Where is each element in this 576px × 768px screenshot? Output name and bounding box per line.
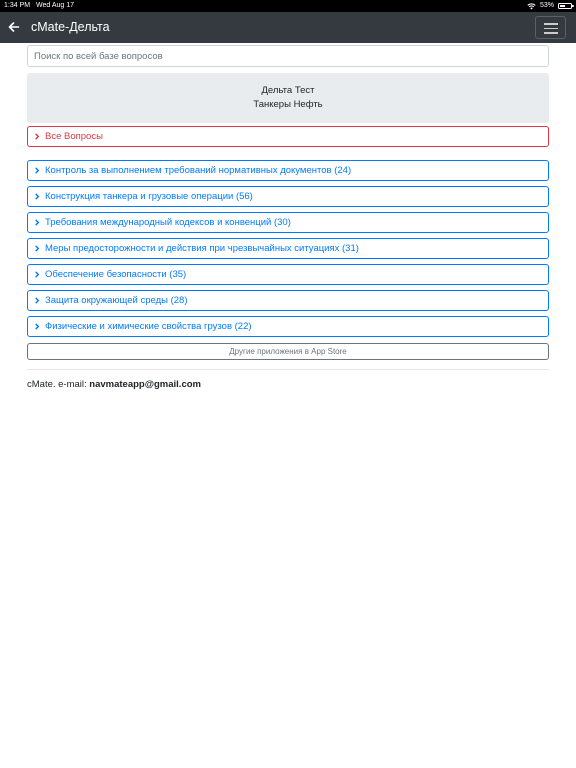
battery-percent: 53% [539,2,554,9]
all-questions-button[interactable] [27,126,549,147]
app-store-button[interactable]: Другие приложения в App Store [27,343,549,360]
category-label: Контроль за выполнением требований нормативных документов (24) [45,165,352,176]
category-item[interactable] [27,238,549,259]
category-label: Физические и химические свойства грузов (22) [45,321,252,332]
chevron-right-icon [34,245,40,252]
navbar [0,12,576,43]
battery-icon [558,3,572,9]
category-label: Конструкция танкера и грузовые операции (56) [45,191,253,202]
all-questions-label: Все Вопросы [45,131,103,142]
footer-contact [27,379,549,390]
footer-email[interactable]: navmateapp@gmail.com [89,379,201,390]
category-list [27,160,549,337]
chevron-right-icon [34,219,40,226]
category-item[interactable] [27,290,549,311]
category-item[interactable] [27,186,549,207]
wifi-icon [527,3,536,10]
footer-prefix: cMate. e-mail: [27,379,90,390]
hamburger-menu-button[interactable] [535,16,566,39]
battery-level [560,5,565,7]
status-date: Wed Aug 17 [36,2,75,9]
search-input[interactable] [27,45,549,67]
status-bar [0,0,576,12]
chevron-right-icon [34,271,40,278]
main-content [27,45,549,390]
arrow-left-icon[interactable] [6,19,22,35]
category-item[interactable] [27,264,549,285]
category-label: Защита окружающей среды (28) [45,295,188,306]
test-subtitle: Танкеры Нефть [253,99,323,110]
status-right [527,0,572,12]
hamburger-menu-icon [544,32,558,34]
chevron-right-icon [34,167,40,174]
category-label: Требования международный кодексов и конвенций (30) [45,217,291,228]
hamburger-menu-icon [544,28,558,30]
category-item[interactable] [27,212,549,233]
category-label: Обеспечение безопасности (35) [45,269,187,280]
chevron-right-icon [34,297,40,304]
category-item[interactable] [27,316,549,337]
chevron-right-icon [34,193,40,200]
test-title: Дельта Тест [261,85,315,96]
chevron-right-icon [34,133,40,140]
test-header [27,73,549,123]
category-label: Меры предосторожности и действия при чрезвычайных ситуациях (31) [45,243,359,254]
chevron-right-icon [34,323,40,330]
app-title: cMate-Дельта [31,20,110,34]
divider [27,369,549,370]
category-item[interactable] [27,160,549,181]
hamburger-menu-icon [544,23,558,25]
status-time: 1:34 PM [4,2,31,9]
